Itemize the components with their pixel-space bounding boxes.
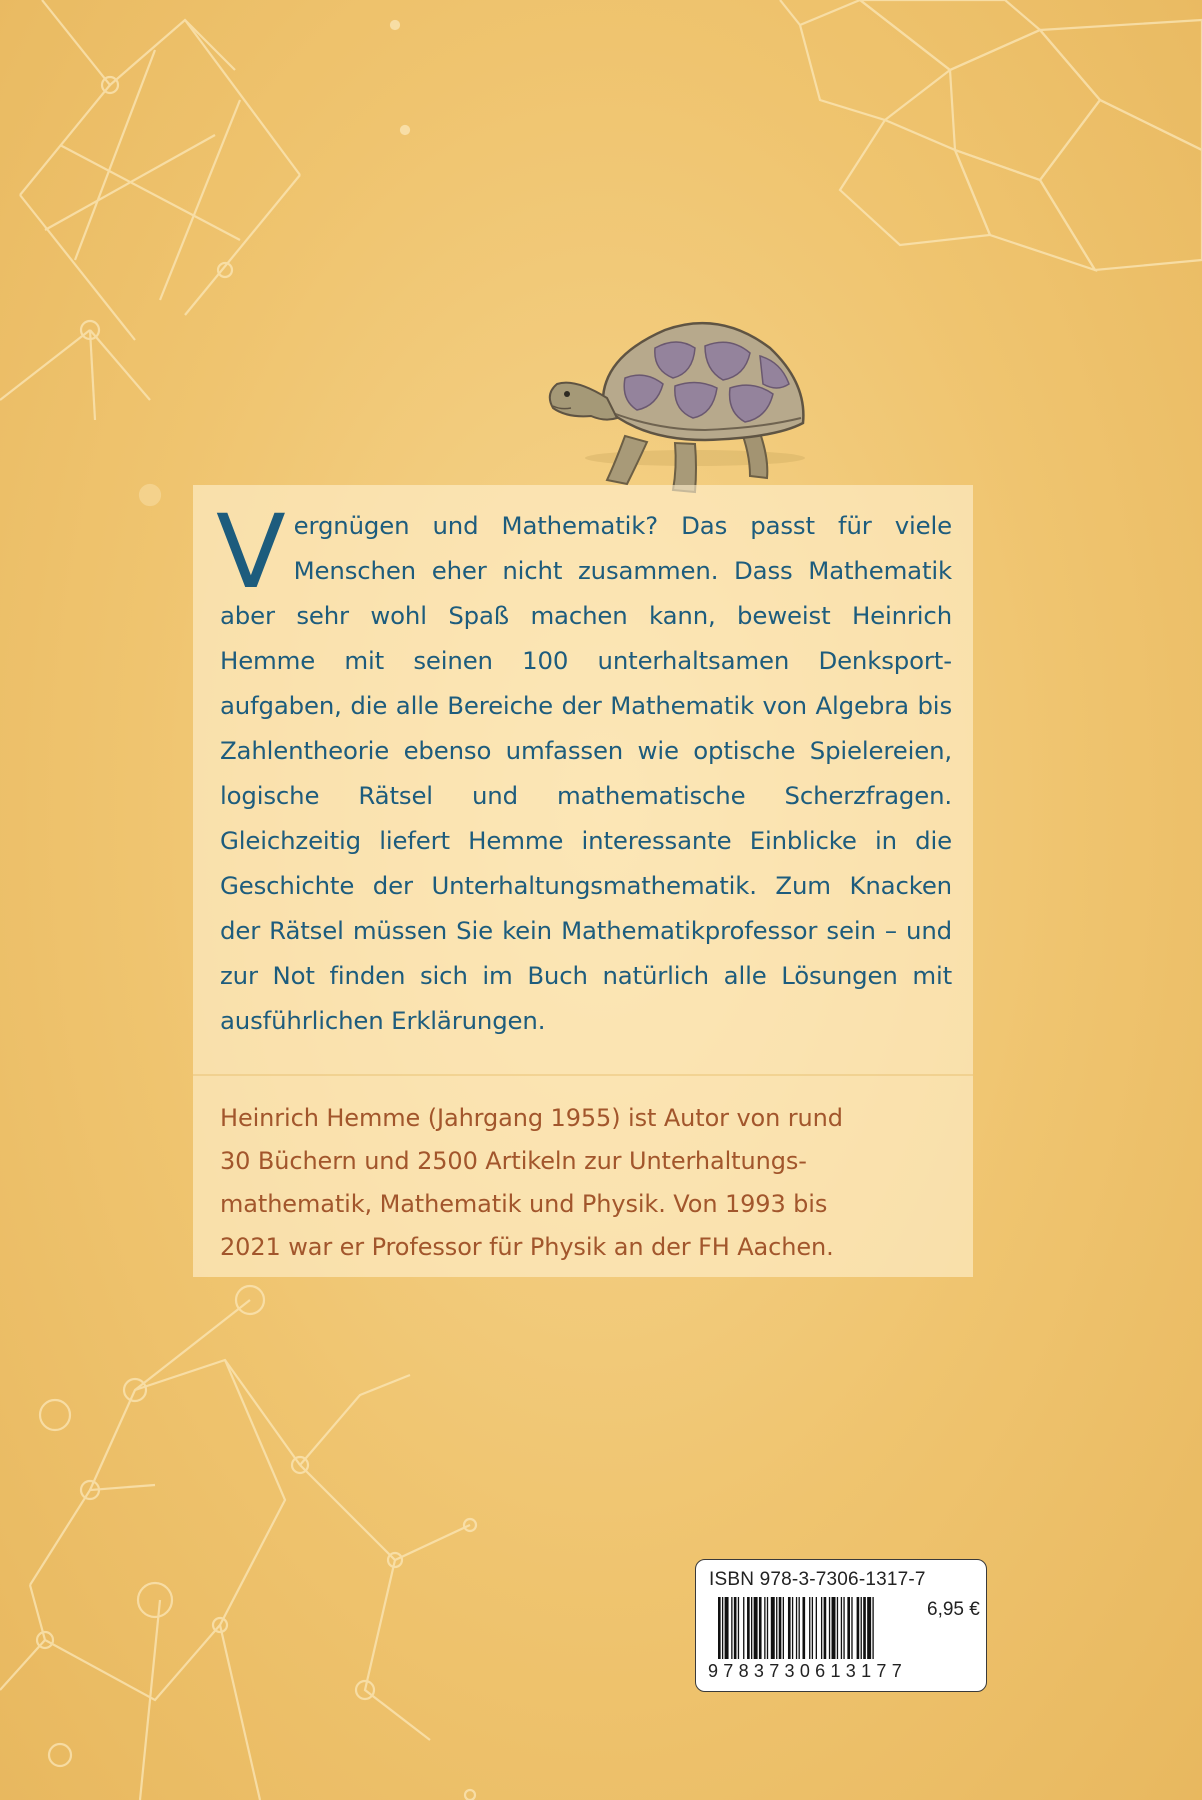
blurb-body: ergnügen und Mathematik? Das passt für viele Menschen eher nicht zusammen. Dass Mathematik aber sehr wohl Spaß machen kann, beweist Heinrich Hemme mit seinen 100 unterhaltsamen Denksportaufgaben, die alle Bereiche der Mathematik von Algebra bis Zahlentheorie ebenso umfassen wie optische Spielereien, logische Rätsel und mathematische Scherzfragen. Gleichzeitig liefert Hemme interessante Einblicke in die Geschichte der Unterhaltungsmathematik. Zum Knacken der Rätsel müssen Sie kein Mathematikprofessor sein – und zur Not finden sich im Buch natürlich alle Lösungen mit ausführlichen Erklärungen. <box>220 511 952 1035</box>
drop-cap: V <box>216 493 286 612</box>
price-label: 6,95 € <box>927 1599 980 1620</box>
panel-divider <box>193 1074 973 1076</box>
barcode-label <box>695 1559 987 1692</box>
tortoise-icon <box>545 318 830 508</box>
author-bio: Heinrich Hemme (Jahrgang 1955) ist Autor von rund 30 Büchern und 2500 Artikeln zur Unterhaltungs- mathematik, Mathematik und Physik. Von 1993 bis 2021 war er Professor für Physik an der FH Aachen. <box>220 1104 843 1261</box>
blurb-text <box>216 493 952 1043</box>
barcode-icon <box>718 1597 923 1659</box>
isbn-label: ISBN 978-3-7306-1317-7 <box>709 1569 926 1590</box>
barcode-digits: 9783730613177 <box>708 1661 908 1681</box>
